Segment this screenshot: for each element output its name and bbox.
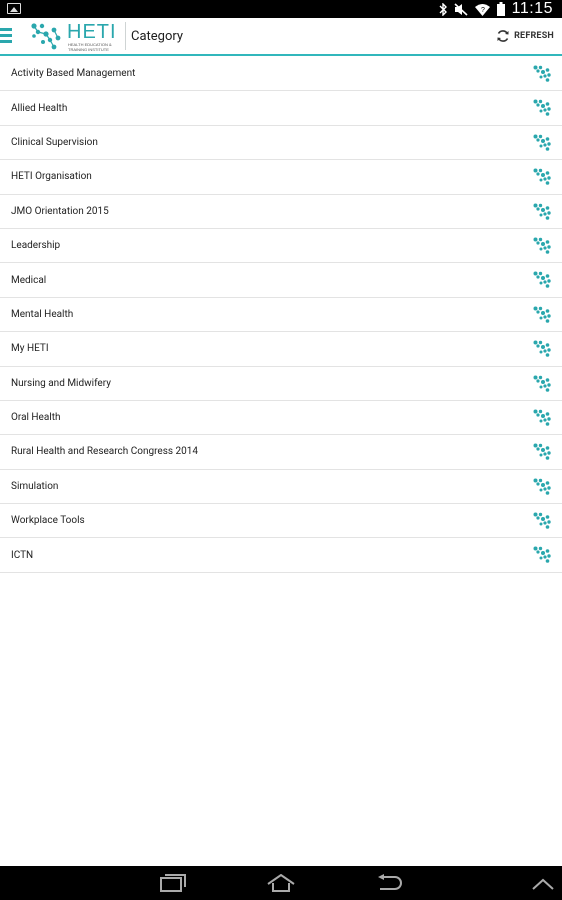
heti-dots-icon [533,168,551,185]
heti-logo[interactable] [29,20,119,54]
category-row[interactable] [0,401,562,435]
category-label: Workplace Tools [11,515,85,527]
heti-dots-icon [533,99,551,116]
category-row[interactable] [0,229,562,263]
heti-logo-mark-icon [29,22,63,52]
category-row[interactable] [0,195,562,229]
category-label: Rural Health and Research Congress 2014 [11,446,198,458]
category-row[interactable] [0,470,562,504]
gallery-notification-icon [7,3,21,14]
category-label: My HETI [11,343,49,355]
heti-dots-icon [533,512,551,529]
category-label: Clinical Supervision [11,136,98,148]
logo-wordmark: HETI [67,21,117,43]
category-label: Nursing and Midwifery [11,377,111,389]
category-row[interactable] [0,263,562,297]
category-label: HETI Organisation [11,171,92,183]
mute-icon [454,3,468,16]
action-bar-divider [125,22,126,50]
wifi-icon [475,3,490,16]
category-label: Oral Health [11,412,61,424]
category-row[interactable] [0,298,562,332]
recent-apps-button[interactable] [160,874,186,892]
category-row[interactable] [0,332,562,366]
category-label: Medical [11,274,47,286]
category-row[interactable] [0,538,562,572]
category-label: Mental Health [11,308,74,320]
battery-icon [497,2,505,16]
category-row[interactable] [0,126,562,160]
heti-dots-icon [533,478,551,495]
category-label: JMO Orientation 2015 [11,205,109,217]
status-bar [0,0,562,18]
category-row[interactable] [0,504,562,538]
category-row[interactable] [0,435,562,469]
heti-dots-icon [533,340,551,357]
logo-subtitle: HEALTH EDUCATION & TRAINING INSTITUTE [68,42,112,52]
category-label: Activity Based Management [11,68,136,80]
collapse-button[interactable] [532,878,554,890]
svg-text:?: ? [480,6,485,14]
refresh-icon [496,29,510,43]
heti-dots-icon [533,306,551,323]
category-row[interactable] [0,367,562,401]
heti-dots-icon [533,65,551,82]
heti-dots-icon [533,443,551,460]
drawer-menu-button[interactable] [0,28,12,44]
category-label: ICTN [11,549,34,561]
refresh-label: REFRESH [514,31,554,41]
heti-dots-icon [533,546,551,563]
system-nav-bar [0,866,562,900]
category-label: Allied Health [11,102,68,114]
category-row[interactable] [0,57,562,91]
heti-dots-icon [533,237,551,254]
category-label: Simulation [11,480,59,492]
refresh-button[interactable] [496,29,554,43]
heti-dots-icon [533,203,551,220]
home-button[interactable] [266,874,296,892]
category-label: Leadership [11,240,61,252]
category-row[interactable] [0,91,562,125]
page-title: Category [131,29,184,44]
category-list [0,57,562,573]
action-bar [0,18,562,56]
category-row[interactable] [0,160,562,194]
heti-dots-icon [533,409,551,426]
heti-dots-icon [533,134,551,151]
back-button[interactable] [377,874,403,892]
heti-dots-icon [533,375,551,392]
clock: 11:15 [511,0,553,17]
bluetooth-icon [439,3,447,16]
hamburger-icon [0,28,12,31]
heti-dots-icon [533,271,551,288]
